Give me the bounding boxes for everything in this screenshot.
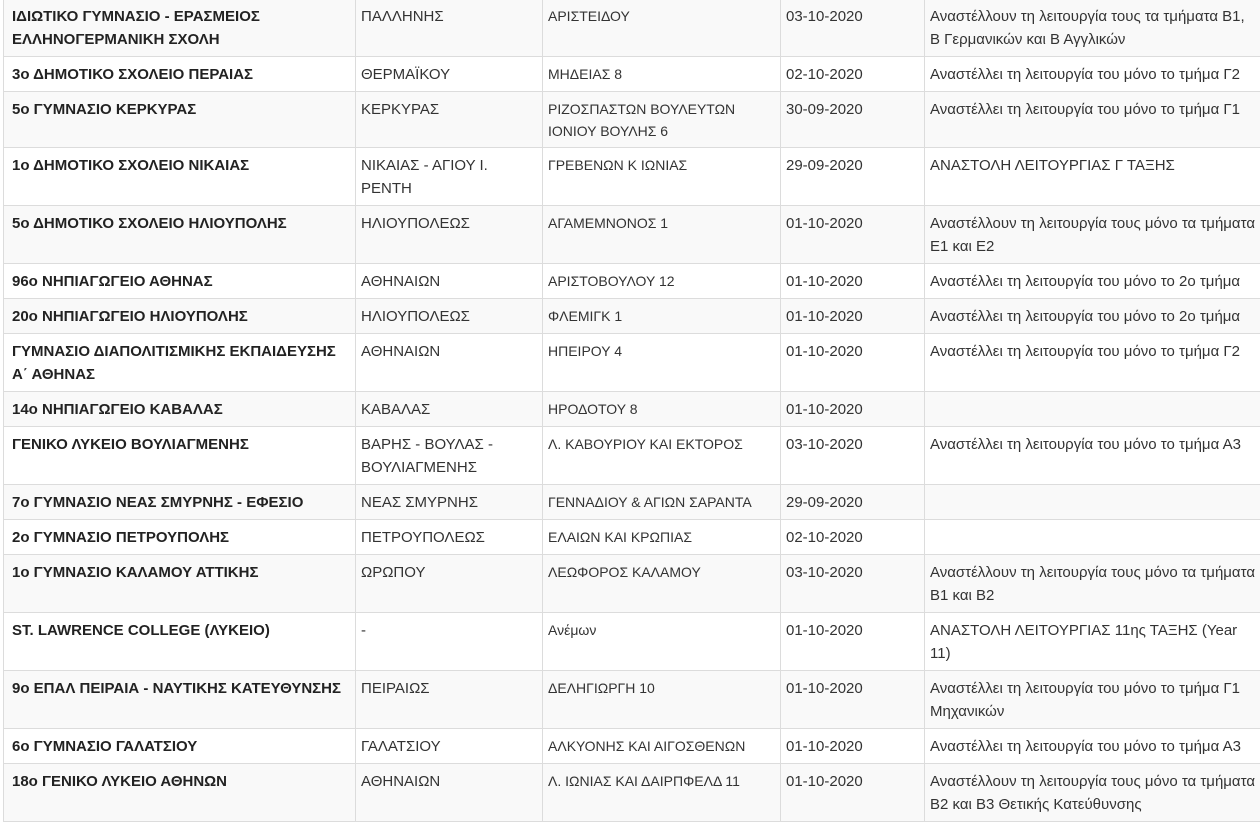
school-name-cell: 5ο ΓΥΜΝΑΣΙΟ ΚΕΡΚΥΡΑΣ <box>4 92 356 148</box>
address-cell: ΜΗΔΕΙΑΣ 8 <box>543 57 781 92</box>
school-name-cell: 9ο ΕΠΑΛ ΠΕΙΡΑΙΑ - ΝΑΥΤΙΚΗΣ ΚΑΤΕΥΘΥΝΣΗΣ <box>4 671 356 729</box>
address-cell: Ανέμων <box>543 613 781 671</box>
note-cell: Αναστέλλει τη λειτουργία του μόνο το τμήμα Α3 <box>925 729 1260 764</box>
note-cell: ΑΝΑΣΤΟΛΗ ΛΕΙΤΟΥΡΓΙΑΣ 11ης ΤΑΞΗΣ (Year 11) <box>925 613 1260 671</box>
table-row <box>4 334 1260 392</box>
date-cell: 01-10-2020 <box>781 206 925 264</box>
school-name-cell: 5ο ΔΗΜΟΤΙΚΟ ΣΧΟΛΕΙΟ ΗΛΙΟΥΠΟΛΗΣ <box>4 206 356 264</box>
date-cell: 01-10-2020 <box>781 729 925 764</box>
note-cell: Αναστέλλει τη λειτουργία του μόνο το 2ο τμήμα <box>925 299 1260 334</box>
school-name-cell: ΓΥΜΝΑΣΙΟ ΔΙΑΠΟΛΙΤΙΣΜΙΚΗΣ ΕΚΠΑΙΔΕΥΣΗΣ Α΄ ΑΘΗΝΑΣ <box>4 334 356 392</box>
table-row <box>4 299 1260 334</box>
municipality-cell: ΠΕΙΡΑΙΩΣ <box>356 671 543 729</box>
address-cell: ΦΛΕΜΙΓΚ 1 <box>543 299 781 334</box>
note-cell <box>925 520 1260 555</box>
table-body <box>4 0 1260 822</box>
school-closures-table <box>3 0 1260 822</box>
note-cell: Αναστέλλει τη λειτουργία του μόνο το τμήμα Α3 <box>925 427 1260 485</box>
table-row <box>4 57 1260 92</box>
table-row <box>4 555 1260 613</box>
municipality-cell: ΓΑΛΑΤΣΙΟΥ <box>356 729 543 764</box>
table-row <box>4 520 1260 555</box>
school-name-cell: 7ο ΓΥΜΝΑΣΙΟ ΝΕΑΣ ΣΜΥΡΝΗΣ - ΕΦΕΣΙΟ <box>4 485 356 520</box>
date-cell: 02-10-2020 <box>781 520 925 555</box>
municipality-cell: ΘΕΡΜΑΪΚΟΥ <box>356 57 543 92</box>
municipality-cell: ΑΘΗΝΑΙΩΝ <box>356 264 543 299</box>
date-cell: 29-09-2020 <box>781 148 925 206</box>
address-cell: Λ. ΚΑΒΟΥΡΙΟΥ ΚΑΙ ΕΚΤΟΡΟΣ <box>543 427 781 485</box>
address-cell: ΕΛΑΙΩΝ ΚΑΙ ΚΡΩΠΙΑΣ <box>543 520 781 555</box>
table-row <box>4 764 1260 822</box>
address-cell: ΗΡΟΔΟΤΟΥ 8 <box>543 392 781 427</box>
note-cell <box>925 485 1260 520</box>
date-cell: 01-10-2020 <box>781 264 925 299</box>
table-row <box>4 613 1260 671</box>
school-name-cell: 1ο ΓΥΜΝΑΣΙΟ ΚΑΛΑΜΟΥ ΑΤΤΙΚΗΣ <box>4 555 356 613</box>
school-name-cell: 2ο ΓΥΜΝΑΣΙΟ ΠΕΤΡΟΥΠΟΛΗΣ <box>4 520 356 555</box>
table-row <box>4 148 1260 206</box>
address-cell: Λ. ΙΩΝΙΑΣ ΚΑΙ ΔΑΙΡΠΦΕΛΔ 11 <box>543 764 781 822</box>
municipality-cell: ΩΡΩΠΟΥ <box>356 555 543 613</box>
address-cell: ΓΡΕΒΕΝΩΝ Κ ΙΩΝΙΑΣ <box>543 148 781 206</box>
table-row <box>4 206 1260 264</box>
municipality-cell: ΠΕΤΡΟΥΠΟΛΕΩΣ <box>356 520 543 555</box>
municipality-cell: ΑΘΗΝΑΙΩΝ <box>356 764 543 822</box>
school-name-cell: ΙΔΙΩΤΙΚΟ ΓΥΜΝΑΣΙΟ - ΕΡΑΣΜΕΙΟΣ ΕΛΛΗΝΟΓΕΡΜΑΝΙΚΗ ΣΧΟΛΗ <box>4 0 356 57</box>
municipality-cell: ΝΕΑΣ ΣΜΥΡΝΗΣ <box>356 485 543 520</box>
address-cell: ΑΛΚΥΟΝΗΣ ΚΑΙ ΑΙΓΟΣΘΕΝΩΝ <box>543 729 781 764</box>
note-cell: Αναστέλλει τη λειτουργία του μόνο το τμήμα Γ1 <box>925 92 1260 148</box>
school-name-cell: 96ο ΝΗΠΙΑΓΩΓΕΙΟ ΑΘΗΝΑΣ <box>4 264 356 299</box>
note-cell: Αναστέλλουν τη λειτουργία τους μόνο τα τμήματα Ε1 και Ε2 <box>925 206 1260 264</box>
note-cell: Αναστέλλει τη λειτουργία του μόνο το 2ο τμήμα <box>925 264 1260 299</box>
municipality-cell: ΒΑΡΗΣ - ΒΟΥΛΑΣ - ΒΟΥΛΙΑΓΜΕΝΗΣ <box>356 427 543 485</box>
school-name-cell: ST. LAWRENCE COLLEGE (ΛΥΚΕΙΟ) <box>4 613 356 671</box>
municipality-cell: ΗΛΙΟΥΠΟΛΕΩΣ <box>356 299 543 334</box>
address-cell: ΓΕΝΝΑΔΙΟΥ & ΑΓΙΩΝ ΣΑΡΑΝΤΑ <box>543 485 781 520</box>
address-cell: ΡΙΖΟΣΠΑΣΤΩΝ ΒΟΥΛΕΥΤΩΝ ΙΟΝΙΟΥ ΒΟΥΛΗΣ 6 <box>543 92 781 148</box>
note-cell: Αναστέλλουν τη λειτουργία τους μόνο τα τμήματα Β1 και Β2 <box>925 555 1260 613</box>
municipality-cell: ΚΕΡΚΥΡΑΣ <box>356 92 543 148</box>
school-name-cell: 20ο ΝΗΠΙΑΓΩΓΕΙΟ ΗΛΙΟΥΠΟΛΗΣ <box>4 299 356 334</box>
address-cell: ΔΕΛΗΓΙΩΡΓΗ 10 <box>543 671 781 729</box>
note-cell <box>925 392 1260 427</box>
address-cell: ΑΓΑΜΕΜΝΟΝΟΣ 1 <box>543 206 781 264</box>
table-row <box>4 92 1260 148</box>
date-cell: 01-10-2020 <box>781 299 925 334</box>
municipality-cell: ΗΛΙΟΥΠΟΛΕΩΣ <box>356 206 543 264</box>
address-cell: ΛΕΩΦΟΡΟΣ ΚΑΛΑΜΟΥ <box>543 555 781 613</box>
date-cell: 03-10-2020 <box>781 427 925 485</box>
date-cell: 03-10-2020 <box>781 555 925 613</box>
table-row <box>4 392 1260 427</box>
date-cell: 01-10-2020 <box>781 764 925 822</box>
note-cell: Αναστέλλει τη λειτουργία του μόνο το τμήμα Γ2 <box>925 57 1260 92</box>
date-cell: 03-10-2020 <box>781 0 925 57</box>
school-name-cell: 6ο ΓΥΜΝΑΣΙΟ ΓΑΛΑΤΣΙΟΥ <box>4 729 356 764</box>
municipality-cell: ΑΘΗΝΑΙΩΝ <box>356 334 543 392</box>
note-cell: Αναστέλλει τη λειτουργία του μόνο το τμήμα Γ1 Μηχανικών <box>925 671 1260 729</box>
address-cell: ΑΡΙΣΤΟΒΟΥΛΟΥ 12 <box>543 264 781 299</box>
municipality-cell: ΝΙΚΑΙΑΣ - ΑΓΙΟΥ Ι. ΡΕΝΤΗ <box>356 148 543 206</box>
table-row <box>4 671 1260 729</box>
address-cell: ΑΡΙΣΤΕΙΔΟΥ <box>543 0 781 57</box>
date-cell: 01-10-2020 <box>781 671 925 729</box>
date-cell: 29-09-2020 <box>781 485 925 520</box>
note-cell: Αναστέλλουν τη λειτουργία τους τα τμήματα Β1, Β Γερμανικών και Β Αγγλικών <box>925 0 1260 57</box>
date-cell: 02-10-2020 <box>781 57 925 92</box>
table-row <box>4 485 1260 520</box>
school-name-cell: 14ο ΝΗΠΙΑΓΩΓΕΙΟ ΚΑΒΑΛΑΣ <box>4 392 356 427</box>
date-cell: 01-10-2020 <box>781 392 925 427</box>
address-cell: ΗΠΕΙΡΟΥ 4 <box>543 334 781 392</box>
date-cell: 01-10-2020 <box>781 334 925 392</box>
note-cell: Αναστέλλουν τη λειτουργία τους μόνο τα τμήματα Β2 και Β3 Θετικής Κατεύθυνσης <box>925 764 1260 822</box>
school-name-cell: 3ο ΔΗΜΟΤΙΚΟ ΣΧΟΛΕΙΟ ΠΕΡΑΙΑΣ <box>4 57 356 92</box>
municipality-cell: ΠΑΛΛΗΝΗΣ <box>356 0 543 57</box>
date-cell: 01-10-2020 <box>781 613 925 671</box>
table-row <box>4 264 1260 299</box>
municipality-cell: - <box>356 613 543 671</box>
table-row <box>4 427 1260 485</box>
note-cell: Αναστέλλει τη λειτουργία του μόνο το τμήμα Γ2 <box>925 334 1260 392</box>
note-cell: ΑΝΑΣΤΟΛΗ ΛΕΙΤΟΥΡΓΙΑΣ Γ ΤΑΞΗΣ <box>925 148 1260 206</box>
school-name-cell: 1ο ΔΗΜΟΤΙΚΟ ΣΧΟΛΕΙΟ ΝΙΚΑΙΑΣ <box>4 148 356 206</box>
date-cell: 30-09-2020 <box>781 92 925 148</box>
table-row <box>4 0 1260 57</box>
table-row <box>4 729 1260 764</box>
school-name-cell: ΓΕΝΙΚΟ ΛΥΚΕΙΟ ΒΟΥΛΙΑΓΜΕΝΗΣ <box>4 427 356 485</box>
school-name-cell: 18ο ΓΕΝΙΚΟ ΛΥΚΕΙΟ ΑΘΗΝΩΝ <box>4 764 356 822</box>
municipality-cell: ΚΑΒΑΛΑΣ <box>356 392 543 427</box>
